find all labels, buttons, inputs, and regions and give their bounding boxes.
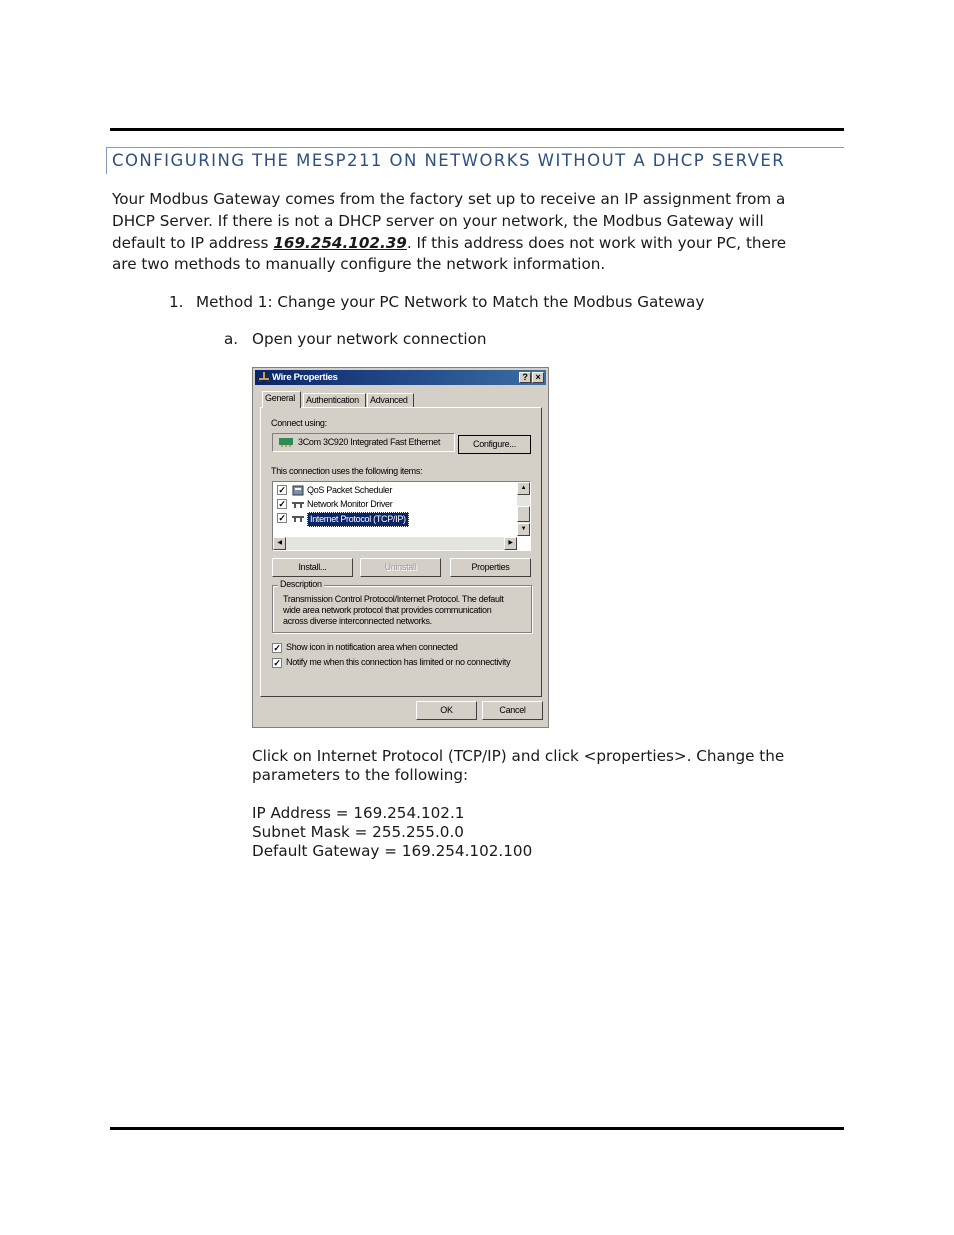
scroll-up-arrow-icon[interactable]: ▲ xyxy=(517,482,530,495)
notify-label: Notify me when this connection has limited or no connectivity xyxy=(286,657,511,667)
close-button[interactable]: × xyxy=(532,372,544,383)
qos-label: QoS Packet Scheduler xyxy=(307,485,393,495)
bottom-rule xyxy=(110,1127,844,1130)
adapter-name: 3Com 3C920 Integrated Fast Ethernet xyxy=(298,437,441,447)
default-gateway-setting: Default Gateway = 169.254.102.100 xyxy=(252,842,533,860)
items-list xyxy=(272,481,531,551)
section-heading: CONFIGURING THE MESP211 ON NETWORKS WITHOUT A DHCP SERVER xyxy=(112,151,786,170)
network-adapter-icon xyxy=(279,438,293,447)
description-line-3: across diverse interconnected networks. xyxy=(283,616,432,626)
top-rule xyxy=(110,128,844,131)
horizontal-scrollbar[interactable] xyxy=(273,537,517,550)
wire-properties-dialog xyxy=(252,367,549,728)
connect-using-label: Connect using: xyxy=(271,418,327,428)
protocol-icon xyxy=(292,499,304,510)
cancel-button[interactable]: Cancel xyxy=(482,701,543,720)
step-1a-text: Open your network connection xyxy=(252,330,487,348)
step-1-number: 1. xyxy=(169,293,184,311)
properties-button[interactable]: Properties xyxy=(450,558,531,577)
tcpip-checkbox[interactable]: ✓ xyxy=(278,513,286,523)
tab-advanced[interactable]: Advanced xyxy=(367,393,414,407)
description-line-1: Transmission Control Protocol/Internet Protocol. The default xyxy=(283,594,504,604)
description-label: Description xyxy=(280,579,322,589)
tab-general[interactable]: General xyxy=(262,391,301,408)
ok-button[interactable]: OK xyxy=(416,701,477,720)
intro-line-3-end: . If this address does not work with your PC, there xyxy=(406,233,787,252)
instructions-line-1: Click on Internet Protocol (TCP/IP) and click <properties>. Change the xyxy=(252,747,785,765)
intro-paragraph xyxy=(112,189,832,276)
adapter-field xyxy=(272,433,455,452)
vertical-scrollbar[interactable] xyxy=(517,482,530,536)
default-ip-address: 169.254.102.39 xyxy=(273,233,407,252)
show-icon-checkbox[interactable]: ✓ xyxy=(273,643,281,653)
intro-line-3 xyxy=(112,233,832,255)
tab-authentication[interactable]: Authentication xyxy=(303,393,366,407)
step-1 xyxy=(169,293,704,311)
intro-line-2: DHCP Server. If there is not a DHCP server on your network, the Modbus Gateway will xyxy=(112,211,764,230)
tcpip-label: Internet Protocol (TCP/IP) xyxy=(307,512,409,527)
monitor-label: Network Monitor Driver xyxy=(307,499,393,509)
scroll-right-arrow-icon[interactable]: ▶ xyxy=(504,537,517,550)
protocol-icon xyxy=(292,513,304,524)
uninstall-button[interactable]: Uninstall xyxy=(360,558,441,577)
scroll-left-arrow-icon[interactable]: ◀ xyxy=(273,537,286,550)
intro-line-4: are two methods to manually configure the network information. xyxy=(112,255,606,274)
subnet-mask-setting: Subnet Mask = 255.255.0.0 xyxy=(252,823,464,841)
ip-address-setting: IP Address = 169.254.102.1 xyxy=(252,804,465,822)
step-1a xyxy=(224,330,487,348)
monitor-checkbox[interactable]: ✓ xyxy=(278,499,286,509)
description-group xyxy=(272,579,532,633)
description-line-2: wide area network protocol that provides communication xyxy=(283,605,492,615)
show-icon-label: Show icon in notification area when connected xyxy=(286,642,458,652)
intro-line-1: Your Modbus Gateway comes from the factory set up to receive an IP assignment from a xyxy=(112,190,786,208)
step-1-text: Method 1: Change your PC Network to Match the Modbus Gateway xyxy=(196,293,705,311)
scroll-thumb[interactable] xyxy=(517,506,530,522)
help-button[interactable]: ? xyxy=(519,372,531,383)
configure-button[interactable]: Configure... xyxy=(458,435,531,454)
general-tab-panel xyxy=(260,407,542,697)
scheduler-icon xyxy=(292,485,304,496)
network-connection-icon xyxy=(258,371,270,383)
items-label: This connection uses the following items: xyxy=(271,466,423,476)
step-1a-letter: a. xyxy=(224,330,239,348)
scroll-down-arrow-icon[interactable]: ▼ xyxy=(517,523,530,536)
notify-checkbox[interactable]: ✓ xyxy=(273,658,281,668)
dialog-titlebar xyxy=(255,370,546,385)
intro-line-3-start: default to IP address xyxy=(112,233,274,252)
dialog-title: Wire Properties xyxy=(272,372,338,383)
install-button[interactable]: Install... xyxy=(272,558,353,577)
instructions-line-2: parameters to the following: xyxy=(252,766,469,784)
qos-checkbox[interactable]: ✓ xyxy=(278,485,286,495)
